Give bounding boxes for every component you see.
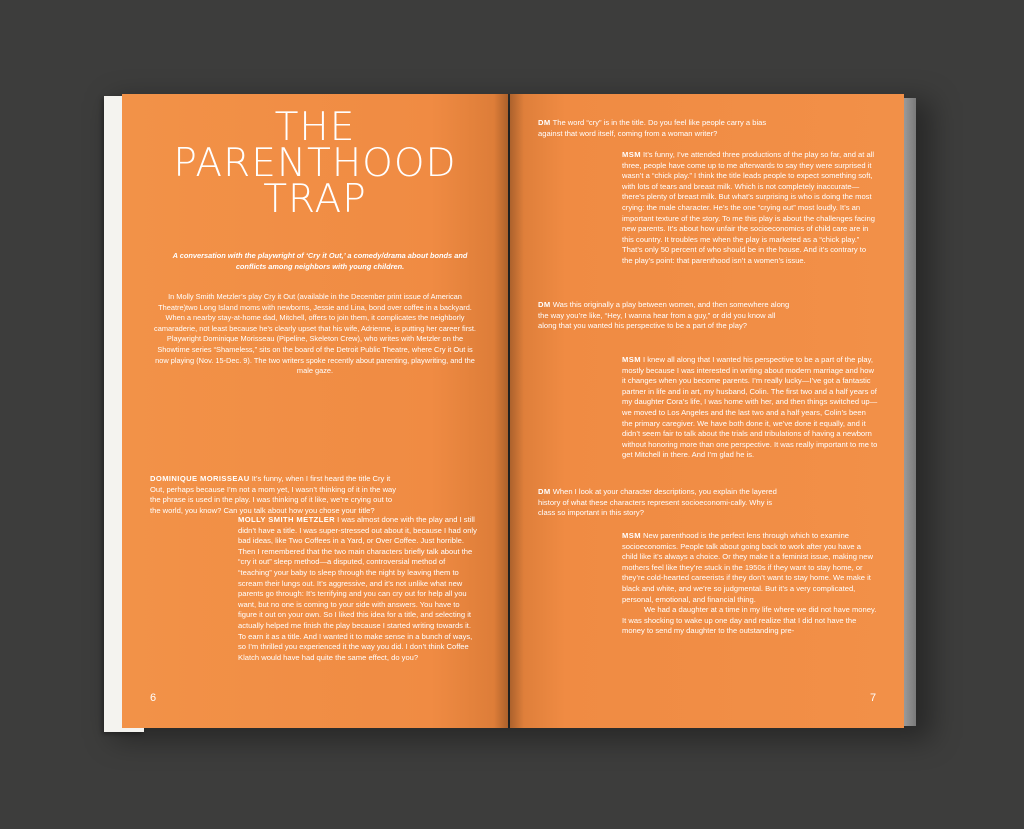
answer-4 xyxy=(622,531,878,637)
question-2 xyxy=(538,118,790,139)
question-1 xyxy=(150,474,402,516)
speaker-name: DM xyxy=(538,487,551,496)
page-number-right: 7 xyxy=(870,692,877,704)
speaker-name: MSM xyxy=(622,150,641,159)
question-3 xyxy=(538,300,790,332)
article-subtitle: A conversation with the playwright of ‘Cry it Out,’ a comedy/drama about bonds and conflicts among neighbors with young children. xyxy=(172,251,468,271)
article-intro: In Molly Smith Metzler’s play Cry it Out (available in the December print issue of American Theatre)two Long Island moms with newborns, Jessie and Lina, bond over coffee in a backyard. When a nearby stay-at-home dad, Mitchell, offers to join them, it complicates the neighborly camaraderie, not least because he’s clearly upset that his wife, Adrienne, is putting her career first. Playwright Dominique Morisseau (Pipeline, Skeleton Crew), who writes with Metzler on the Showtime series “Shameless,” sits on the board of the Detroit Public Theatre, where Cry it Out is now playing (Nov. 15-Dec. 9). The two writers spoke recently about parenting, playwriting, and the male gaze. xyxy=(154,292,476,376)
speaker-name: DM xyxy=(538,300,551,309)
question-text: The word “cry” is in the title. Do you feel like people carry a bias against that word itself, coming from a woman writer? xyxy=(538,118,767,138)
page-number-left: 6 xyxy=(150,692,157,704)
speaker-name: DM xyxy=(538,118,551,127)
answer-text: I was almost done with the play and I still didn’t have a title. I was super-stressed out about it, because I had only bad ideas, like Two Coffees in a Yard, or Over Coffee. Just horrible. Then I remembered that the two main characters briefly talk about the “cry it out” sleep method—a disputed, controversial method of “teaching” your baby to sleep through the night by leaving them to scream their lungs out. It’s aggressive, and it’s not unlike what new parents go through: It’s terrifying and you can cry out for help all you want, but no one is coming to your side with answers. You have to figure it out on your own. So I liked this idea for a title, and selecting it actually helped me finish the play because I started writing towards it. To earn it as a title. And I wanted it to make sense in a bunch of ways, so I’m thrilled you experienced it the way you did. I don’t think Coffee Klatch would have had quite the same effect, do you? xyxy=(238,515,477,662)
speaker-name: MSM xyxy=(622,355,641,364)
speaker-name: DOMINIQUE MORISSEAU xyxy=(150,474,250,483)
answer-text: I knew all along that I wanted his perspective to be a part of the play, mostly because I was interested in writing about modern marriage and how it changes when you become parents. I’m really lucky—I’ve got a fantastic partner in life and in art, my husband, Colin. The first two and a half years of my daughter Cora’s life, I was home with her, and then things switched up—we moved to Los Angeles and the last two and a half years, Colin’s been the primary caregiver. We have both done it, we’ve done it equally, and it didn’t seem fair to talk about the trials and tribulations of having a newborn without honoring more than one perspective. It was really important to me to get Mitchell in there. And I’m glad he is. xyxy=(622,355,878,460)
article-title xyxy=(150,105,480,222)
speaker-name: MOLLY SMITH METZLER xyxy=(238,515,336,524)
answer-text-paragraph: We had a daughter at a time in my life where we did not have money. It was shocking to wake up one day and realize that I did not have the money to send my daughter to the outstanding pre- xyxy=(622,605,877,636)
book-gutter xyxy=(494,94,524,728)
question-4 xyxy=(538,487,790,519)
question-text: Was this originally a play between women, and then somewhere along the way you’re like, “Hey, I wanna hear from a guy,” or did you know all along that you wanted his perspective to be a part of the play? xyxy=(538,300,790,331)
answer-text: New parenthood is the perfect lens through which to examine socioeconomics. People talk about going back to work after you have a child like it’s always a choice. Or they make it a feminist issue, making new mothers feel like they’re stuck in the 1950s if they want to stay home, or they’re cold-hearted careerists if they don’t want to stay home. We make it black and white, and we’re so judgmental. But it’s a very complicated, personal, emotional, and financial thing. xyxy=(622,531,873,604)
speaker-name: MSM xyxy=(622,531,641,540)
title-line: TRAP xyxy=(263,177,367,222)
question-text: When I look at your character descriptions, you explain the layered history of what these characters represent socioeconomi-cally. Why is class so important in this story? xyxy=(538,487,777,518)
answer-3 xyxy=(622,355,878,461)
title-line: THE xyxy=(274,105,356,150)
answer-1 xyxy=(238,515,478,663)
question-text: It’s funny, when I first heard the title Cry it Out, perhaps because I’m not a mom yet, I wasn’t thinking of it in the way the phrase is used in the play. I was thinking of it like, we’re crying out to the world, you know? Can you talk about how you chose your title? xyxy=(150,474,397,515)
answer-text: It’s funny, I’ve attended three productions of the play so far, and at all three, people have come up to me afterwards to say they were surprised it wasn’t a “chick play.” I think the title leads people to expect something soft, with lots of tears and breast milk. Which is not completely inaccurate—there’s plenty of breast milk. But what’s surprising is who is doing the most crying: the male character. He’s the one “crying out” most loudly. It’s an important texture of the story. To me this play is about the challenges facing new parents. It’s about how unfair the socioeconomics of child care are in this country. It troubles me when the play is marketed as a “chick play.” That’s only 50 percent of who should be in the house. And it’s contrary to the play’s point: that parenthood isn’t a women’s issue. xyxy=(622,150,875,265)
title-line: PARENTHOOD xyxy=(173,141,457,186)
answer-2 xyxy=(622,150,878,267)
